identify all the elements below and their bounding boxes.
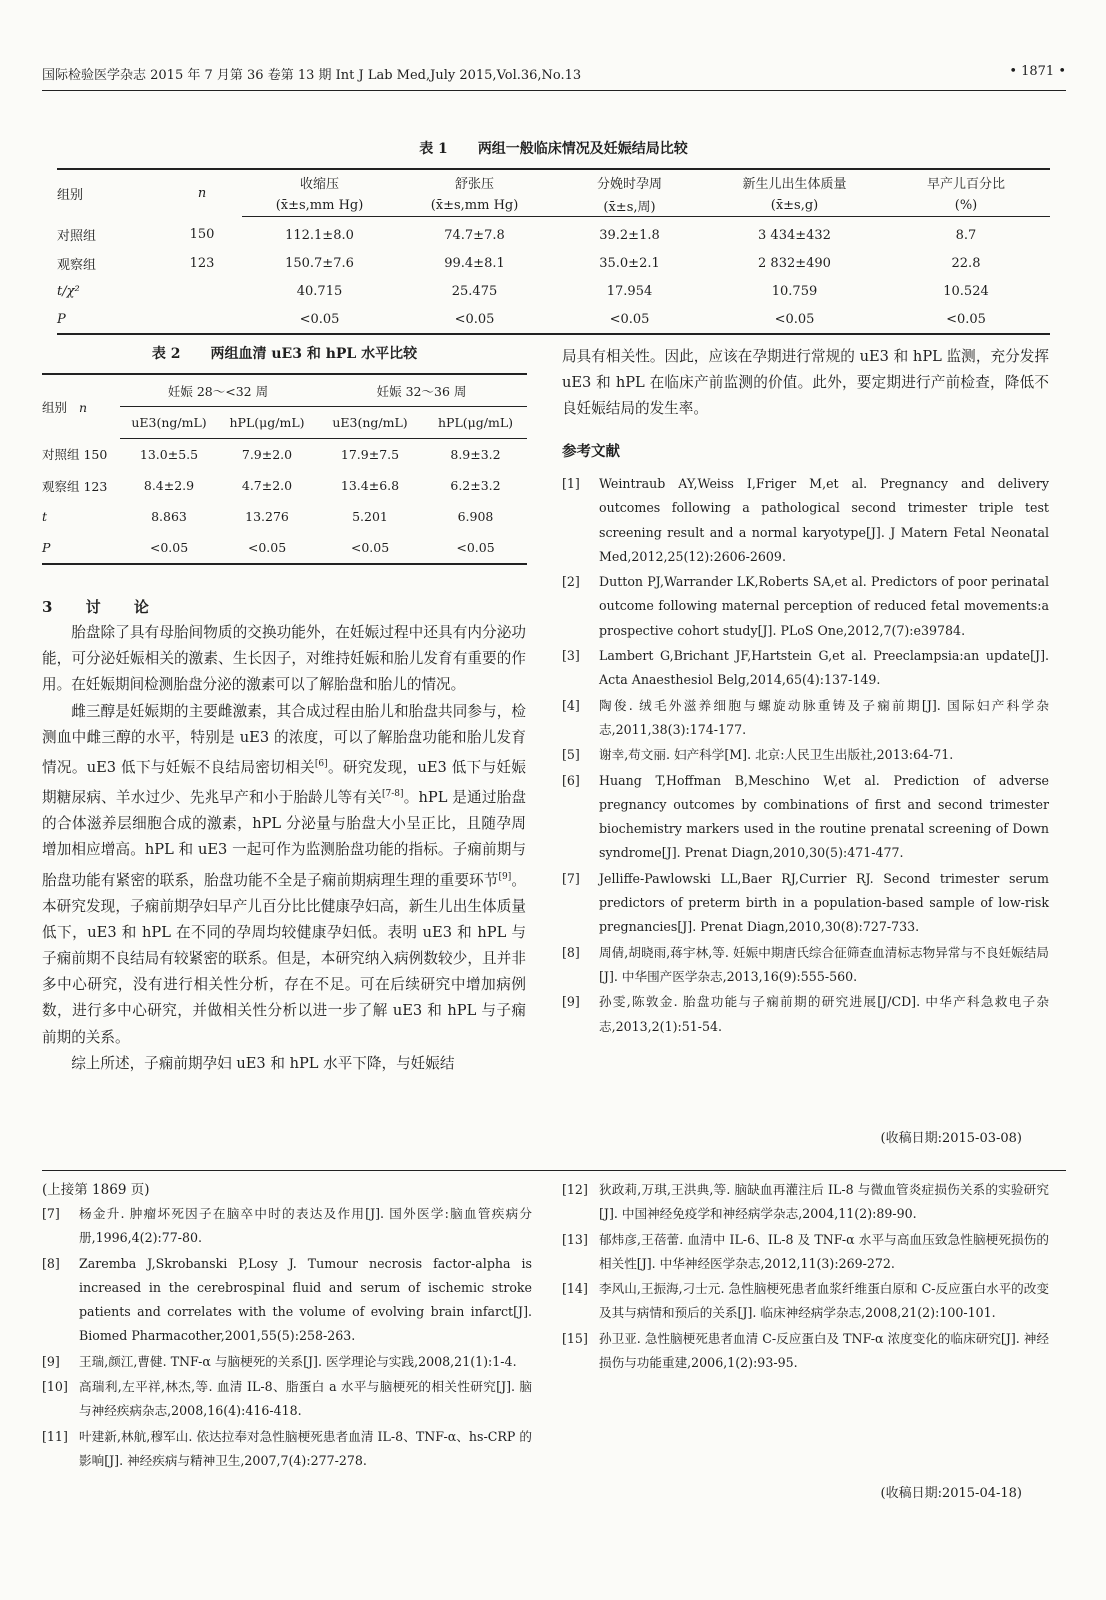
paragraph: 综上所述，子痫前期孕妇 uE3 和 hPL 水平下降，与妊娠结 — [71, 1054, 455, 1072]
col-header-group: 组别 — [57, 187, 84, 203]
reference-item: [5] 谢幸,苟文丽. 妇产科学[M]. 北京:人民卫生出版社,2013:64-71. — [562, 747, 954, 763]
table-row: t/χ² 40.715 25.475 17.954 10.759 10.524 — [57, 283, 989, 299]
reference-item: [13] 郁炜彦,王蓓蕾. 血清中 IL-6、IL-8 及 TNF-α 水平与高血压致急性脑梗死损伤的相关性[J]. 中华神经医学杂志,2012,11(3):269-272. — [562, 1231, 1049, 1271]
paragraph: 雌三醇是妊娠期的主要雌激素，其合成过程由胎儿和胎盘共同参与，检测血中雌三醇的水平，特别是 uE3 的浓度，可以了解胎盘功能和胎儿发育情况。uE3 低下与妊娠不良结局密切相关[6]。研究发现，uE3 低下与妊娠期糖尿病、羊水过少、先兆早产和小于胎龄儿等有关[7-8]。hPL 是通过胎盘的合体滋养层细胞合成的激素，hPL 分泌量与胎盘大小呈正比，且随孕周增加相应增高。hPL 和 uE3 一起可作为监测胎盘功能的指标。子痫前期与胎盘功能有紧密的联系，胎盘功能不全是子痫前期病理生理的重要环节[9]。本研究发现，子痫前期孕妇早产儿百分比比健康孕妇高，新生儿出生体质量低下，uE3 和 hPL 在不同的孕周均较健康孕妇低。表明 uE3 和 hPL 与子痫前期不良结局有较紧密的联系。但是，本研究纳入病例数较少，且并非多中心研究，没有进行相关性分析，存在不足。可在后续研究中增加病例数，进行多中心研究，并做相关性分析以进一步了解 uE3 和 hPL 与子痫前期的关系。 — [42, 702, 526, 1046]
reference-item: [10] 高瑞利,左平祥,林杰,等. 血清 IL-8、脂蛋白 a 水平与脑梗死的相关性研究[J]. 脑与神经疾病杂志,2008,16(4):416-418. — [42, 1379, 532, 1419]
reference-item: [9] 孙雯,陈敦金. 胎盘功能与子痫前期的研究进展[J/CD]. 中华产科急救电子杂志,2013,2(1):51-54. — [562, 994, 1049, 1034]
discussion-body-continued — [562, 344, 1049, 423]
running-header — [42, 62, 1066, 91]
references-heading: 参考文献 — [562, 443, 620, 460]
col-unit: (x̄±s,mm Hg) — [397, 194, 552, 217]
col-header: 早产儿百分比 — [926, 176, 1005, 192]
col-header: 分娩时孕周 — [596, 176, 662, 192]
col-group-header: 妊娠 32～36 周 — [316, 374, 527, 407]
citation: [6] — [314, 759, 328, 770]
reference-item: [4] 陶俊. 绒毛外滋养细胞与螺旋动脉重铸及子痫前期[J]. 国际妇产科学杂志,2011,38(3):174-177. — [562, 697, 1049, 737]
reference-item: [7] Jelliffe-Pawlowski LL,Baer RJ,Currier RJ. Second trimester serum predictors of preterm birth in a population-based sample of low-risk pregnancies[J]. Prenat Diagn,2010,30(8):727-733. — [562, 870, 1049, 935]
col-header: uE3(ng/mL) — [120, 407, 218, 439]
col-header: 收缩压 — [299, 176, 339, 192]
col-header: 舒张压 — [454, 176, 494, 192]
paragraph: 胎盘除了具有母胎间物质的交换功能外，在妊娠过程中还具有内分泌功能，可分泌妊娠相关的激素、生长因子，对维持妊娠和胎儿发育有重要的作用。在妊娠期间检测胎盘分泌的激素可以了解胎盘和胎儿的情况。 — [42, 624, 526, 694]
table-row: P <0.05 <0.05 <0.05 <0.05 — [42, 540, 495, 555]
table-row: 观察组 123 8.4±2.9 4.7±2.0 13.4±6.8 6.2±3.2 — [42, 478, 501, 494]
received-date: (收稿日期:2015-03-08) — [880, 1131, 1022, 1146]
table-2 — [42, 343, 527, 565]
reference-item: [7] 杨金升. 肿瘤坏死因子在脑卒中时的表达及作用[J]. 国外医学:脑血管疾病分册,1996,4(2):77-80. — [42, 1206, 532, 1246]
table-2-caption: 表 2 两组血清 uE3 和 hPL 水平比较 — [151, 346, 418, 362]
discussion-body — [42, 620, 526, 1077]
col-unit: (x̄±s,mm Hg) — [242, 194, 397, 217]
col-header: uE3(ng/mL) — [316, 407, 424, 439]
page-number: • 1871 • — [1009, 64, 1066, 79]
citation: [7-8] — [382, 789, 404, 800]
col-header: hPL(μg/mL) — [218, 407, 316, 439]
reference-item: [6] Huang T,Hoffman B,Meschino W,et al. Prediction of adverse pregnancy outcomes by combinations of first and second trimester biochemistry markers used in the routine prenatal screening of Down syndrome[J]. Prenat Diagn,2010,30(5):471-477. — [562, 772, 1049, 861]
table-1-caption: 表 1 两组一般临床情况及妊娠结局比较 — [419, 141, 688, 157]
reference-item: [1] Weintraub AY,Weiss I,Friger M,et al. Pregnancy and delivery outcomes following a pathological second trimester triple test screening result and a normal karyotype[J]. J Matern Fetal Neonatal Med,2012,25(12):2606-2609. — [562, 476, 1049, 564]
section-divider — [42, 1170, 1066, 1171]
col-header-n: n — [197, 185, 207, 201]
col-header-group: 组别 n — [42, 399, 88, 415]
journal-info: 国际检验医学杂志 2015 年 7 月第 36 卷第 13 期 Int J Lab Med,July 2015,Vol.36,No.13 — [42, 68, 582, 83]
table-1 — [57, 138, 1050, 335]
continued-references-right — [562, 1178, 1049, 1376]
citation: [9] — [498, 871, 512, 882]
col-header: 新生儿出生体质量 — [742, 176, 847, 192]
continued-label: (上接第 1869 页) — [42, 1182, 150, 1198]
received-date: (收稿日期:2015-04-18) — [880, 1486, 1022, 1501]
reference-item: [8] 周倩,胡晓雨,蒋宇林,等. 妊娠中期唐氏综合征筛查血清标志物异常与不良妊娠结局[J]. 中华围产医学杂志,2013,16(9):555-560. — [562, 944, 1049, 984]
reference-item: [11] 叶建新,林航,穆军山. 依达拉奉对急性脑梗死患者血清 IL-8、TNF-α、hs-CRP 的影响[J]. 神经疾病与精神卫生,2007,7(4):277-278. — [42, 1428, 532, 1468]
reference-item: [3] Lambert G,Brichant JF,Hartstein G,et al. Preeclampsia:an update[J]. Acta Anaesthesiol Belg,2014,65(4):137-149. — [562, 648, 1049, 688]
reference-item: [8] Zaremba J,Skrobanski P,Losy J. Tumour necrosis factor-alpha is increased in the cerebrospinal fluid and serum of ischemic stroke patients and correlates with the volume of evolving brain infarct[J]. Biomed Pharmacother,2001,55(5):258-263. — [42, 1255, 532, 1344]
table-row: 观察组 123 150.7±7.6 99.4±8.1 35.0±2.1 2 832±490 22.8 — [57, 255, 981, 273]
reference-item: [9] 王瑞,颜江,曹健. TNF-α 与脑梗死的关系[J]. 医学理论与实践,2008,21(1):1-4. — [42, 1353, 517, 1369]
table-row: 对照组 150 112.1±8.0 74.7±7.8 39.2±1.8 3 434±432 8.7 — [57, 227, 977, 245]
continued-references-left — [42, 1202, 532, 1474]
reference-item: [2] Dutton PJ,Warrander LK,Roberts SA,et al. Predictors of poor perinatal outcome following maternal perception of reduced fetal movements:a prospective cohort study[J]. PLoS One,2012,7(7):e39784. — [562, 574, 1049, 638]
reference-item: [15] 孙卫亚. 急性脑梗死患者血清 C-反应蛋白及 TNF-α 浓度变化的临床研究[J]. 神经损伤与功能重建,2006,1(2):93-95. — [562, 1330, 1049, 1371]
reference-item: [14] 李风山,王振海,刁士元. 急性脑梗死患者血浆纤维蛋白原和 C-反应蛋白水平的改变及其与病情和预后的关系[J]. 临床神经病学杂志,2008,21(2):100-101. — [562, 1281, 1049, 1321]
col-group-header: 妊娠 28～<32 周 — [120, 374, 316, 407]
col-unit: (%) — [882, 194, 1050, 217]
table-row: t 8.863 13.276 5.201 6.908 — [42, 509, 494, 524]
references-list — [562, 472, 1049, 1040]
col-unit: (x̄±s,g) — [707, 194, 882, 217]
table-row: 对照组 150 13.0±5.5 7.9±2.0 17.9±7.5 8.9±3.2 — [42, 447, 501, 463]
reference-item: [12] 狄政莉,万琪,王洪典,等. 脑缺血再灌注后 IL-8 与微血管炎症损伤关系的实验研究[J]. 中国神经免疫学和神经病学杂志,2004,11(2):89-90. — [562, 1182, 1049, 1222]
col-header: hPL(μg/mL) — [424, 407, 527, 439]
col-unit: (x̄±s,周) — [552, 194, 707, 217]
table-row: P <0.05 <0.05 <0.05 <0.05 <0.05 — [57, 311, 986, 327]
paragraph: 局具有相关性。因此，应该在孕期进行常规的 uE3 和 hPL 监测，充分发挥 uE3 和 hPL 在临床产前监测的价值。此外，要定期进行产前检查，降低不良妊娠结局的发生率。 — [562, 348, 1049, 418]
section-heading-discussion: 3 讨 论 — [42, 598, 163, 616]
